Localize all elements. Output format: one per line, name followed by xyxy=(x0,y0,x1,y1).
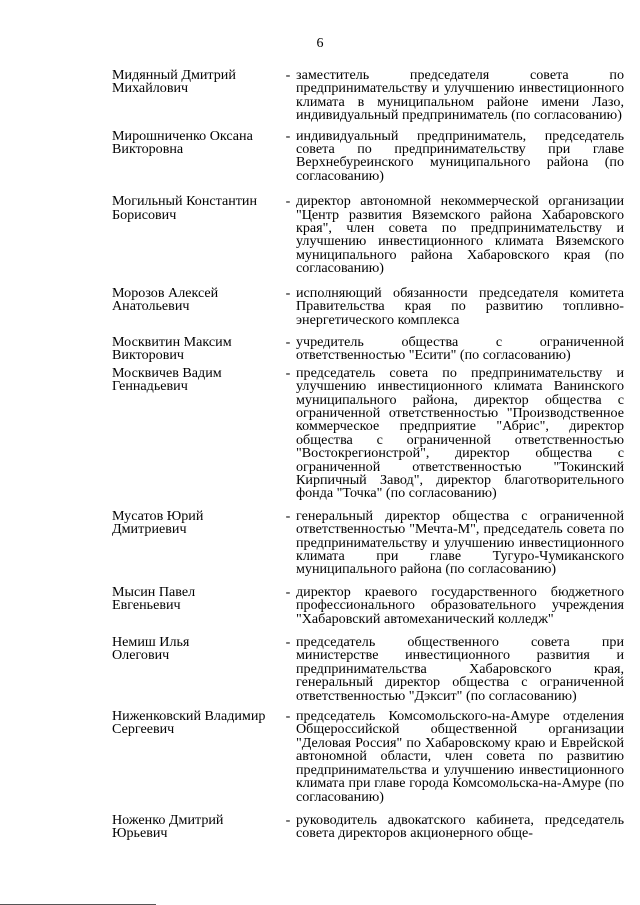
member-surname-name: Мысин Павел xyxy=(112,583,196,600)
separator-dash: - xyxy=(285,284,291,301)
separator-dash: - xyxy=(285,507,291,524)
member-name xyxy=(112,507,282,538)
member-entry xyxy=(112,127,624,184)
member-role: директор краевого государственного бюджетного профессионального образовательного учреждения "Хабаровский автомеханический колледж" xyxy=(296,583,624,627)
member-entry xyxy=(112,333,624,364)
member-name xyxy=(112,636,282,663)
member-patronymic: Михайлович xyxy=(112,80,189,97)
member-patronymic: Евгеньевич xyxy=(112,597,181,614)
member-role: председатель совета по предпринимательству и улучшению инвестиционного климата Ванинского муниципального района, директор общества с ограниченной ответственностью "Производственное коммерческое предприятие "Абрис", директор общества с ограниченной ответственностью "Востокрегионстрой", директор общества с ограниченной ответственностью "Токинский Кирпичный Завод", директор благотворительного фонда "Точка" (по согласованию) xyxy=(296,364,624,502)
member-surname-name: Могильный Константин xyxy=(112,193,258,210)
separator-dash: - xyxy=(285,364,291,381)
member-role: директор автономной некоммерческой организации "Центр развития Вяземского района Хабаровского края", член совета по предпринимательству и улучшению инвестиционного климата Вяземского муниципального района Хабаровского края (по согласованию) xyxy=(296,193,624,277)
member-surname-name: Ноженко Дмитрий xyxy=(112,811,224,828)
member-surname-name: Морозов Алексей xyxy=(112,284,219,301)
member-entry xyxy=(112,636,624,703)
separator-dash: - xyxy=(285,67,291,83)
member-role: индивидуальный предприниматель, председатель совета по предпринимательству при главе Верхнебуреинского муниципального района (по согласованию) xyxy=(296,127,624,184)
member-entry xyxy=(112,364,624,502)
separator-dash: - xyxy=(285,127,291,144)
member-name xyxy=(112,364,282,395)
member-name xyxy=(112,69,282,96)
member-entry xyxy=(112,583,624,627)
member-patronymic: Сергеевич xyxy=(112,721,175,738)
member-roster xyxy=(112,69,624,841)
member-patronymic: Викторович xyxy=(112,347,185,364)
member-name xyxy=(112,195,282,222)
member-name xyxy=(112,583,282,614)
member-entry xyxy=(112,284,624,328)
member-patronymic: Борисович xyxy=(112,206,177,223)
member-surname-name: Москвитин Максим xyxy=(112,333,232,350)
member-name xyxy=(112,284,282,315)
member-surname-name: Москвичев Вадим xyxy=(112,364,222,381)
member-name xyxy=(112,333,282,364)
member-entry xyxy=(112,710,624,804)
member-role: председатель общественного совета при министерстве инвестиционного развития и предпринимательства Хабаровского края, генеральный директор общества с ограниченной ответственностью "Дэксит" (по согласованию) xyxy=(296,634,624,704)
member-entry xyxy=(112,69,624,123)
separator-dash: - xyxy=(285,193,291,210)
member-role: исполняющий обязанности председателя комитета Правительства края по развитию топливно-энергетического комплекса xyxy=(296,284,624,328)
member-entry xyxy=(112,811,624,842)
member-entry xyxy=(112,195,624,275)
member-patronymic: Викторовна xyxy=(112,141,184,158)
member-name xyxy=(112,127,282,158)
member-patronymic: Дмитриевич xyxy=(112,521,187,538)
member-entry xyxy=(112,507,624,578)
member-patronymic: Юрьевич xyxy=(112,825,168,842)
member-name xyxy=(112,811,282,842)
member-surname-name: Мидянный Дмитрий xyxy=(112,67,236,83)
member-surname-name: Мусатов Юрий xyxy=(112,507,204,524)
member-role: учредитель общества с ограниченной ответственностью "Есити" (по согласованию) xyxy=(296,333,624,364)
member-role: генеральный директор общества с ограниченной ответственностью "Мечта-М", председатель совета по предпринимательству и улучшению инвестиционного климата при главе Тугуро-Чумиканского муниципального района (по согласованию) xyxy=(296,507,624,578)
member-surname-name: Мирошниченко Оксана xyxy=(112,127,253,144)
separator-dash: - xyxy=(285,333,291,350)
member-surname-name: Немиш Илья xyxy=(112,634,190,651)
member-patronymic: Геннадьевич xyxy=(112,378,188,395)
member-role: заместитель председателя совета по предпринимательству и улучшению инвестиционного климата в муниципальном районе имени Лазо, индивидуальный предприниматель (по согласованию) xyxy=(296,67,624,124)
member-patronymic: Олегович xyxy=(112,647,170,664)
separator-dash: - xyxy=(285,583,291,600)
separator-dash: - xyxy=(285,634,291,651)
page-number: 6 xyxy=(316,36,324,51)
member-patronymic: Анатольевич xyxy=(112,298,190,315)
member-role: председатель Комсомольского-на-Амуре отделения Общероссийской общественной организации "Деловая Россия" по Хабаровскому краю и Еврейской автономной области, член совета по развитию предпринимательства и улучшению инвестиционного климата при главе города Комсомольска-на-Амуре (по согласованию) xyxy=(296,708,624,805)
member-surname-name: Ниженковский Владимир xyxy=(112,708,266,725)
separator-dash: - xyxy=(285,708,291,725)
separator-dash: - xyxy=(285,811,291,828)
member-role: руководитель адвокатского кабинета, председатель совета директоров акционерного обще- xyxy=(296,811,624,842)
member-name xyxy=(112,710,282,737)
